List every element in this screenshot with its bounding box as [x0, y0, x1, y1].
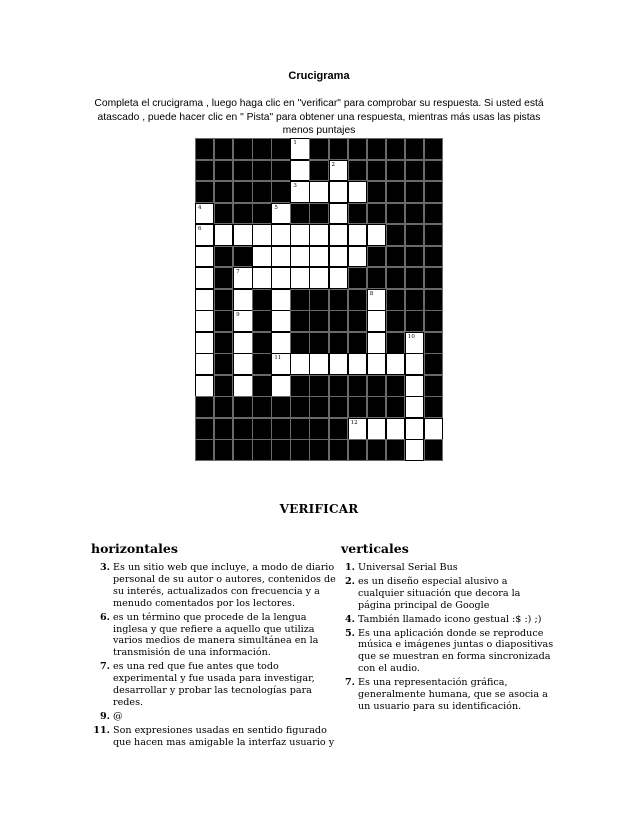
block-cell	[329, 375, 348, 397]
block-cell	[348, 289, 367, 311]
letter-cell[interactable]	[309, 224, 328, 246]
block-cell	[424, 203, 443, 225]
clue-item	[336, 628, 556, 676]
letter-cell[interactable]	[271, 332, 290, 354]
block-cell	[252, 289, 271, 311]
block-cell	[233, 439, 252, 461]
block-cell	[329, 418, 348, 440]
letter-cell[interactable]	[271, 267, 290, 289]
clue-item-number: 5.	[344, 627, 355, 639]
letter-cell[interactable]	[329, 267, 348, 289]
block-cell	[214, 181, 233, 203]
letter-cell[interactable]	[290, 224, 309, 246]
letter-cell[interactable]	[252, 267, 271, 289]
letter-cell[interactable]	[329, 224, 348, 246]
letter-cell[interactable]	[329, 246, 348, 268]
block-cell	[386, 246, 405, 268]
block-cell	[309, 396, 328, 418]
block-cell	[329, 396, 348, 418]
clue-number: 3	[293, 183, 297, 190]
letter-cell[interactable]	[348, 246, 367, 268]
clue-item	[336, 562, 556, 574]
letter-cell[interactable]	[290, 353, 309, 375]
block-cell	[405, 267, 424, 289]
letter-cell[interactable]	[290, 181, 309, 203]
block-cell	[214, 289, 233, 311]
block-cell	[214, 396, 233, 418]
clue-item	[91, 562, 339, 610]
block-cell	[405, 203, 424, 225]
block-cell	[348, 267, 367, 289]
letter-cell[interactable]	[348, 224, 367, 246]
letter-cell[interactable]	[195, 224, 214, 246]
block-cell	[271, 439, 290, 461]
block-cell	[233, 160, 252, 182]
letter-cell[interactable]	[290, 267, 309, 289]
letter-cell[interactable]	[195, 267, 214, 289]
block-cell	[309, 160, 328, 182]
block-cell	[367, 181, 386, 203]
clue-item	[336, 677, 556, 713]
block-cell	[367, 439, 386, 461]
block-cell	[290, 203, 309, 225]
block-cell	[424, 375, 443, 397]
block-cell	[214, 160, 233, 182]
block-cell	[386, 439, 405, 461]
block-cell	[214, 203, 233, 225]
block-cell	[329, 310, 348, 332]
letter-cell[interactable]	[290, 160, 309, 182]
block-cell	[405, 224, 424, 246]
letter-cell[interactable]	[271, 203, 290, 225]
block-cell	[252, 418, 271, 440]
letter-cell[interactable]	[271, 375, 290, 397]
block-cell	[214, 246, 233, 268]
verify-button[interactable]: VERIFICAR	[0, 502, 638, 516]
letter-cell[interactable]	[290, 138, 309, 160]
crossword-grid	[195, 138, 443, 461]
letter-cell[interactable]	[233, 353, 252, 375]
letter-cell[interactable]	[309, 353, 328, 375]
block-cell	[386, 396, 405, 418]
letter-cell[interactable]	[195, 332, 214, 354]
letter-cell[interactable]	[195, 246, 214, 268]
block-cell	[290, 418, 309, 440]
down-clue-list	[336, 562, 556, 715]
block-cell	[367, 267, 386, 289]
block-cell	[405, 160, 424, 182]
letter-cell[interactable]	[195, 310, 214, 332]
block-cell	[329, 289, 348, 311]
block-cell	[424, 181, 443, 203]
block-cell	[252, 181, 271, 203]
letter-cell[interactable]	[367, 418, 386, 440]
letter-cell[interactable]	[309, 267, 328, 289]
letter-cell[interactable]	[348, 181, 367, 203]
block-cell	[348, 138, 367, 160]
block-cell	[405, 246, 424, 268]
block-cell	[367, 203, 386, 225]
clue-number: 4	[198, 204, 202, 211]
block-cell	[195, 138, 214, 160]
letter-cell[interactable]	[405, 353, 424, 375]
letter-cell[interactable]	[271, 310, 290, 332]
block-cell	[214, 310, 233, 332]
letter-cell[interactable]	[367, 310, 386, 332]
block-cell	[309, 138, 328, 160]
block-cell	[348, 396, 367, 418]
letter-cell[interactable]	[367, 353, 386, 375]
block-cell	[424, 224, 443, 246]
clue-item-text: @	[113, 710, 123, 722]
block-cell	[195, 439, 214, 461]
letter-cell[interactable]	[405, 375, 424, 397]
block-cell	[252, 353, 271, 375]
block-cell	[329, 332, 348, 354]
block-cell	[214, 332, 233, 354]
clue-number: 2	[331, 161, 336, 168]
clue-item-number: 3.	[99, 562, 110, 573]
block-cell	[367, 246, 386, 268]
clue-item-text: Es un sitio web que incluye, a modo de diario personal de su autor o autores, contenidos de su interés, actualizados con frecuencia y a menudo comentados por los lectores.	[113, 562, 336, 609]
block-cell	[386, 310, 405, 332]
clue-number: 6	[198, 226, 202, 233]
block-cell	[252, 310, 271, 332]
clue-number: 10	[407, 333, 415, 340]
clue-item-number: 7.	[344, 677, 355, 689]
block-cell	[424, 267, 443, 289]
block-cell	[386, 267, 405, 289]
clue-item-text: es un término que procede de la lengua inglesa y que refiere a aquello que utiliza varios medios de manera simultánea en la transmisión de una información.	[113, 611, 319, 659]
block-cell	[233, 418, 252, 440]
letter-cell[interactable]	[233, 310, 252, 332]
letter-cell[interactable]	[405, 332, 424, 354]
clue-item-text: Es una representación gráfica, generalmente humana, que se asocia a un usuario para su identificación.	[358, 677, 548, 712]
block-cell	[290, 396, 309, 418]
block-cell	[252, 203, 271, 225]
clue-number: 9	[236, 312, 240, 319]
block-cell	[290, 375, 309, 397]
block-cell	[195, 181, 214, 203]
block-cell	[290, 310, 309, 332]
block-cell	[233, 396, 252, 418]
block-cell	[386, 203, 405, 225]
block-cell	[214, 439, 233, 461]
block-cell	[348, 332, 367, 354]
block-cell	[233, 181, 252, 203]
block-cell	[329, 439, 348, 461]
letter-cell[interactable]	[195, 375, 214, 397]
block-cell	[214, 375, 233, 397]
letter-cell[interactable]	[405, 396, 424, 418]
letter-cell[interactable]	[348, 353, 367, 375]
letter-cell[interactable]	[195, 203, 214, 225]
block-cell	[195, 418, 214, 440]
clue-item-text: es un diseño especial alusivo a cualquier situación que decora la página principal de Google	[358, 575, 521, 611]
block-cell	[424, 289, 443, 311]
block-cell	[348, 203, 367, 225]
letter-cell[interactable]	[424, 418, 443, 440]
down-heading: verticales	[341, 541, 409, 556]
letter-cell[interactable]	[252, 224, 271, 246]
clue-number: 5	[274, 204, 278, 211]
letter-cell[interactable]	[329, 160, 348, 182]
block-cell	[233, 138, 252, 160]
block-cell	[386, 181, 405, 203]
block-cell	[271, 181, 290, 203]
block-cell	[367, 160, 386, 182]
letter-cell[interactable]	[233, 267, 252, 289]
letter-cell[interactable]	[386, 418, 405, 440]
letter-cell[interactable]	[329, 353, 348, 375]
block-cell	[367, 138, 386, 160]
block-cell	[424, 332, 443, 354]
block-cell	[405, 138, 424, 160]
letter-cell[interactable]	[405, 418, 424, 440]
block-cell	[329, 138, 348, 160]
clue-item	[91, 661, 339, 709]
letter-cell[interactable]	[386, 353, 405, 375]
letter-cell[interactable]	[309, 181, 328, 203]
clue-item-number: 9.	[99, 710, 110, 722]
clue-number: 1	[293, 140, 297, 146]
clue-item	[91, 612, 339, 660]
letter-cell[interactable]	[252, 246, 271, 268]
clue-item-number: 2.	[344, 575, 355, 587]
block-cell	[424, 353, 443, 375]
clue-item	[336, 576, 556, 612]
block-cell	[252, 160, 271, 182]
block-cell	[252, 138, 271, 160]
letter-cell[interactable]	[233, 224, 252, 246]
block-cell	[214, 418, 233, 440]
block-cell	[214, 353, 233, 375]
clue-item-text: Es una aplicación donde se reproduce música e imágenes juntas o diapositivas que se muestran en forma sincronizada con el audio.	[358, 627, 554, 675]
block-cell	[348, 439, 367, 461]
block-cell	[424, 310, 443, 332]
block-cell	[424, 160, 443, 182]
block-cell	[386, 138, 405, 160]
instructions-text: Completa el crucigrama , luego haga clic en "verificar" para comprobar su respuesta. Si usted está atascado , puede hacer clic en " Pista" para obtener una respuesta, mientras más usas las pistas menos puntajes	[94, 98, 544, 136]
clue-item-number: 1.	[344, 562, 355, 573]
clue-item-text: También llamado icono gestual :$ :) ;)	[358, 613, 542, 625]
letter-cell[interactable]	[195, 353, 214, 375]
letter-cell[interactable]	[309, 246, 328, 268]
block-cell	[386, 289, 405, 311]
block-cell	[252, 396, 271, 418]
block-cell	[252, 375, 271, 397]
letter-cell[interactable]	[271, 224, 290, 246]
clue-item-number: 11.	[93, 724, 110, 736]
block-cell	[214, 267, 233, 289]
letter-cell[interactable]	[367, 224, 386, 246]
block-cell	[386, 375, 405, 397]
clue-item	[91, 711, 339, 723]
block-cell	[309, 439, 328, 461]
block-cell	[424, 396, 443, 418]
block-cell	[405, 310, 424, 332]
block-cell	[309, 289, 328, 311]
block-cell	[195, 396, 214, 418]
block-cell	[271, 418, 290, 440]
letter-cell[interactable]	[405, 439, 424, 461]
clue-item-text: Universal Serial Bus	[358, 562, 458, 573]
block-cell	[290, 332, 309, 354]
letter-cell[interactable]	[348, 418, 367, 440]
block-cell	[271, 160, 290, 182]
block-cell	[290, 289, 309, 311]
letter-cell[interactable]	[367, 289, 386, 311]
block-cell	[233, 203, 252, 225]
block-cell	[290, 439, 309, 461]
block-cell	[348, 375, 367, 397]
letter-cell[interactable]	[329, 203, 348, 225]
block-cell	[271, 396, 290, 418]
block-cell	[424, 246, 443, 268]
letter-cell[interactable]	[233, 332, 252, 354]
block-cell	[271, 138, 290, 160]
letter-cell[interactable]	[233, 375, 252, 397]
block-cell	[367, 396, 386, 418]
letter-cell[interactable]	[271, 353, 290, 375]
block-cell	[252, 332, 271, 354]
letter-cell[interactable]	[214, 224, 233, 246]
across-heading: horizontales	[91, 541, 178, 556]
block-cell	[309, 310, 328, 332]
block-cell	[309, 375, 328, 397]
clue-item-number: 4.	[344, 613, 355, 625]
clue-number: 7	[236, 269, 240, 276]
letter-cell[interactable]	[367, 332, 386, 354]
block-cell	[252, 439, 271, 461]
clue-item	[336, 614, 556, 626]
clue-item-text: es una red que fue antes que todo experimental y fue usada para investigar, desarrollar y probar las tecnologías para redes.	[113, 661, 315, 708]
letter-cell[interactable]	[271, 289, 290, 311]
block-cell	[386, 160, 405, 182]
clue-number: 11	[274, 355, 282, 362]
block-cell	[405, 289, 424, 311]
letter-cell[interactable]	[271, 246, 290, 268]
page-title: Crucigrama	[288, 70, 350, 82]
clue-item-number: 6.	[99, 611, 110, 623]
letter-cell[interactable]	[290, 246, 309, 268]
letter-cell[interactable]	[233, 289, 252, 311]
block-cell	[367, 375, 386, 397]
block-cell	[424, 439, 443, 461]
block-cell	[309, 418, 328, 440]
clue-item-text: Son expresiones usadas en sentido figurado que hacen mas amigable la interfaz usuario y	[113, 724, 335, 748]
clue-item-number: 7.	[99, 661, 110, 673]
block-cell	[386, 332, 405, 354]
block-cell	[309, 332, 328, 354]
across-clue-list	[91, 562, 339, 751]
clue-item	[91, 725, 339, 749]
block-cell	[214, 138, 233, 160]
block-cell	[233, 246, 252, 268]
block-cell	[405, 181, 424, 203]
block-cell	[424, 138, 443, 160]
clue-number: 8	[369, 290, 374, 297]
block-cell	[195, 160, 214, 182]
block-cell	[386, 224, 405, 246]
letter-cell[interactable]	[329, 181, 348, 203]
clue-number: 12	[350, 419, 358, 426]
block-cell	[348, 160, 367, 182]
block-cell	[348, 310, 367, 332]
block-cell	[309, 203, 328, 225]
letter-cell[interactable]	[195, 289, 214, 311]
